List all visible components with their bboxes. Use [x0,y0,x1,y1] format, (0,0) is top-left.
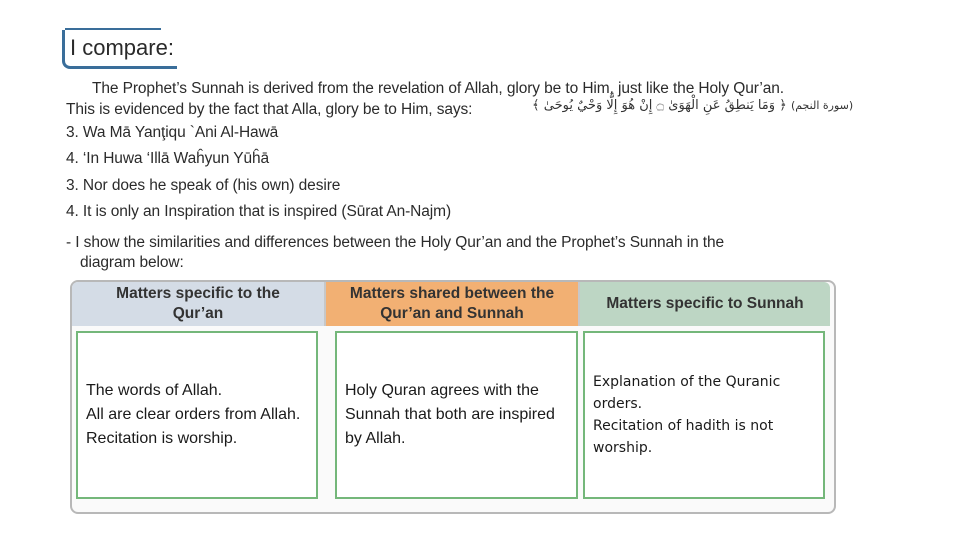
cell-text: The words of Allah. All are clear orders from Allah. Recitation is worship. [86,382,301,447]
header-label: Matters specific to the Qur’an [116,285,280,322]
header-label: Matters specific to Sunnah [606,295,804,312]
header-shared [326,282,580,326]
cell-sunnah-specific [583,331,825,499]
list-item: 3. Nor does he speak of (his own) desire [66,177,341,194]
quran-verse-arabic [532,98,853,113]
cell-shared [335,331,578,499]
cell-text: Holy Quran agrees with the Sunnah that both are inspired by Allah. [345,382,555,447]
surah-reference: (سورة النجم) [790,99,854,112]
list-item: 3. Wa Mā Yanţiqu `Ani Al-Hawā [66,124,279,141]
header-quran-specific [72,282,326,326]
intro-line: The Prophet’s Sunnah is derived from the revelation of Allah, glory be to Him, just like the Holy Qur’an. [92,80,784,97]
evidence-line: This is evidenced by the fact that Alla, glory be to Him, says: [66,101,473,118]
header-sunnah-specific [580,282,830,326]
instruction-line-cont: diagram below: [80,254,184,271]
header-label: Matters shared between the Qur’an and Sunnah [349,285,555,322]
cell-quran-specific [76,331,318,499]
list-item: 4. ‘In Huwa ‘Illā Waĥyun Yūĥā [66,150,270,167]
instruction-line: - I show the similarities and differences between the Holy Qur’an and the Prophet’s Sunnah in the [66,234,725,251]
page-title: I compare: [70,35,174,60]
verse-text: ﴿ وَمَا يَنطِقُ عَنِ الْهَوَىٰ ۝ إِنْ هُوَ إِلَّا وَحْيٌ يُوحَىٰ ﴾ [532,98,787,113]
list-item: 4. It is only an Inspiration that is inspired (Sūrat An-Najm) [66,203,452,220]
cell-text: Explanation of the Quranic orders. Recitation of hadith is not worship. [593,374,781,456]
